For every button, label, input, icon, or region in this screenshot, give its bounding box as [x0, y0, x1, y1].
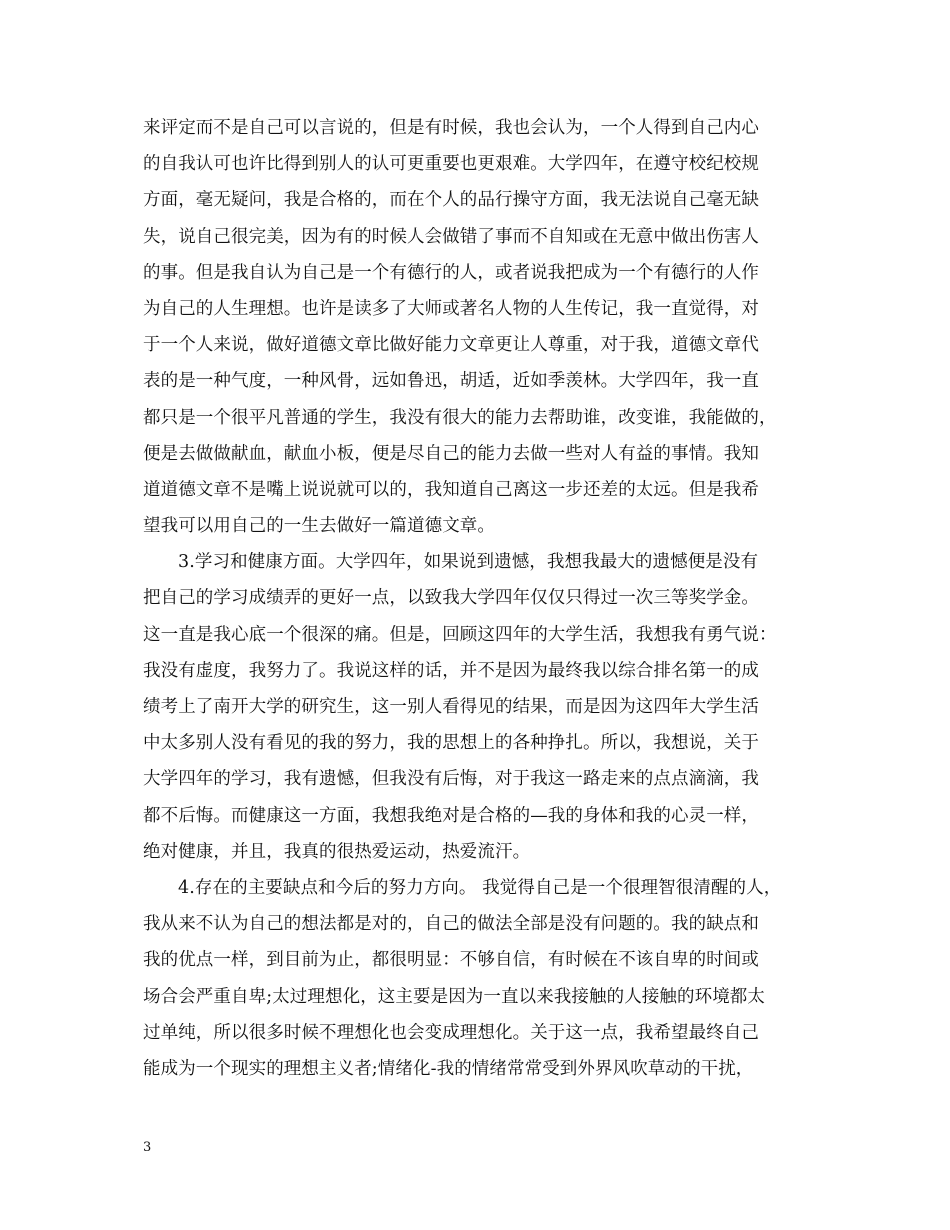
text-line: 都只是一个很平凡普通的学生，我没有很大的能力去帮助谁，改变谁，我能做的，	[143, 407, 777, 428]
text-line: 方面，毫无疑问，我是合格的，而在个人的品行操守方面，我无法说自己毫无缺	[143, 190, 759, 211]
text-line: 为自己的人生理想。也许是读多了大师或著名人物的人生传记，我一直觉得，对	[143, 298, 759, 319]
text-line: 道道德文章不是嘴上说说就可以的，我知道自己离这一步还差的太远。但是我希	[143, 479, 759, 500]
text-line: 望我可以用自己的一生去做好一篇道德文章。	[143, 516, 495, 537]
text-line: 中太多别人没有看见的我的努力，我的思想上的各种挣扎。所以，我想说，关于	[143, 733, 759, 754]
text-line: 便是去做做献血，献血小板，便是尽自己的能力去做一些对人有益的事情。我知	[143, 443, 759, 464]
section-heading-line: 4.存在的主要缺点和今后的努力方向。 我觉得自己是一个很理智很清醒的人，	[178, 877, 782, 898]
text-line: 的自我认可也许比得到别人的认可更重要也更艰难。大学四年，在遵守校纪校规	[143, 154, 759, 175]
text-line: 这一直是我心底一个很深的痛。但是，回顾这四年的大学生活，我想我有勇气说：	[143, 624, 777, 645]
text-line: 的事。但是我自认为自己是一个有德行的人，或者说我把成为一个有德行的人作	[143, 262, 759, 283]
text-line: 失，说自己很完美，因为有的时候人会做错了事而不自知或在无意中做出伤害人	[143, 226, 759, 247]
text-line: 来评定而不是自己可以言说的，但是有时候，我也会认为，一个人得到自己内心	[143, 118, 759, 138]
text-line: 场合会严重自卑;太过理想化，这主要是因为一直以来我接触的人接触的环境都太	[143, 986, 765, 1007]
page-number: 3	[143, 1140, 152, 1155]
text-line: 绝对健康，并且，我真的很热爱运动，热爱流汗。	[143, 841, 531, 862]
text-line: 过单纯，所以很多时候不理想化也会变成理想化。关于这一点，我希望最终自己	[143, 1022, 759, 1043]
text-line: 我从来不认为自己的想法都是对的，自己的做法全部是没有问题的。我的缺点和	[143, 914, 759, 935]
text-line: 于一个人来说，做好道德文章比做好能力文章更让人尊重，对于我，道德文章代	[143, 335, 759, 356]
text-line: 大学四年的学习，我有遗憾，但我没有后悔，对于我这一路走来的点点滴滴，我	[143, 769, 759, 790]
section-heading-line: 3.学习和健康方面。大学四年，如果说到遗憾，我想我最大的遗憾便是没有	[178, 552, 759, 573]
text-line: 我没有虚度，我努力了。我说这样的话，并不是因为最终我以综合排名第一的成	[143, 660, 759, 681]
document-body	[143, 110, 823, 1087]
text-line: 把自己的学习成绩弄的更好一点，以致我大学四年仅仅只得过一次三等奖学金。	[143, 588, 759, 609]
text-line: 表的是一种气度，一种风骨，远如鲁迅，胡适，近如季羡林。大学四年，我一直	[143, 371, 759, 392]
text-line: 都不后悔。而健康这一方面，我想我绝对是合格的—我的身体和我的心灵一样，	[143, 805, 759, 826]
text-line: 我的优点一样，到目前为止，都很明显：不够自信，有时候在不该自卑的时间或	[143, 950, 759, 971]
text-line: 能成为一个现实的理想主义者;情绪化-我的情绪常常受到外界风吹草动的干扰，	[143, 1058, 754, 1079]
text-line: 绩考上了南开大学的研究生，这一别人看得见的结果，而是因为这四年大学生活	[143, 697, 759, 717]
